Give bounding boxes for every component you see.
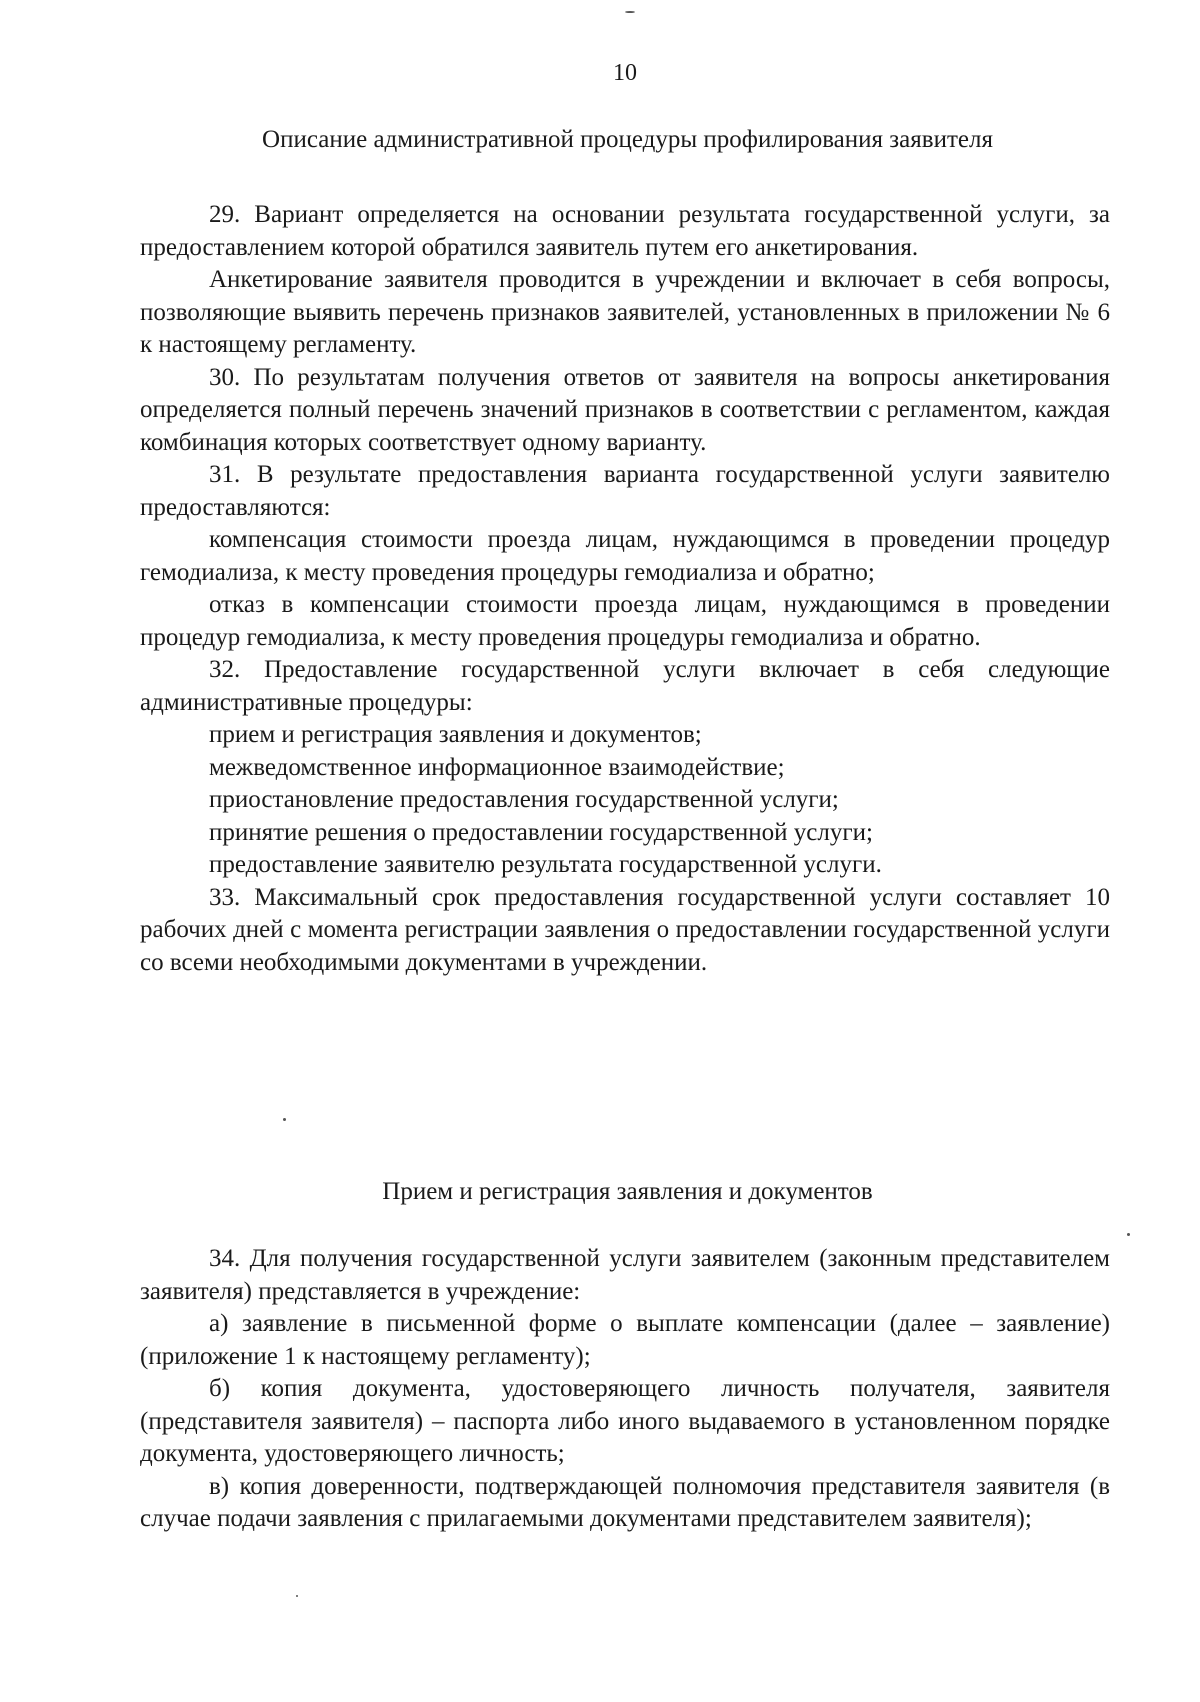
list-item-b: б) копия документа, удостоверяющего личность получателя, заявителя (представителя заявителя) – паспорта либо иного выдаваемого в установленном порядке документа, удостоверяющего личность; xyxy=(140,1375,1110,1467)
scan-mark xyxy=(625,11,635,13)
section-body-reception xyxy=(140,1243,1110,1536)
list-item-compensation: компенсация стоимости проезда лицам, нуждающимся в проведении процедур гемодиализа, к месту проведения процедуры гемодиализа и обратно; xyxy=(140,526,1110,586)
paragraph-survey: Анкетирование заявителя проводится в учреждении и включает в себя вопросы, позволяющие выявить перечень признаков заявителей, установленных в приложении № 6 к настоящему регламенту. xyxy=(140,266,1110,358)
paragraph-30: 30. По результатам получения ответов от заявителя на вопросы анкетирования определяется полный перечень значений признаков в соответствии с регламентом, каждая комбинация которых соответствует одному варианту. xyxy=(140,363,1110,456)
list-item-procedure: принятие решения о предоставлении государственной услуги; xyxy=(209,818,873,846)
scan-mark xyxy=(283,1118,286,1121)
list-item-procedure: предоставление заявителю результата государственной услуги. xyxy=(209,851,882,878)
paragraph-34: 34. Для получения государственной услуги заявителем (законным представителем заявителя) представляется в учреждение: xyxy=(140,1245,1110,1305)
list-item-procedure: приостановление предоставления государственной услуги; xyxy=(209,786,839,813)
page-number: 10 xyxy=(613,60,637,86)
list-item-procedure: межведомственное информационное взаимодействие; xyxy=(209,753,785,781)
scan-mark xyxy=(1127,1233,1130,1236)
list-item-v: в) копия доверенности, подтверждающей полномочия представителя заявителя (в случае подачи заявления с прилагаемыми документами представителем заявителя); xyxy=(140,1472,1110,1532)
list-item-procedure: прием и регистрация заявления и документов; xyxy=(209,721,702,748)
paragraph-29: 29. Вариант определяется на основании результата государственной услуги, за предоставлением которой обратился заявитель путем его анкетирования. xyxy=(140,201,1110,261)
paragraph-32: 32. Предоставление государственной услуги включает в себя следующие административные процедуры: xyxy=(140,656,1110,716)
paragraph-33: 33. Максимальный срок предоставления государственной услуги составляет 10 рабочих дней с момента регистрации заявления о предоставлении государственной услуги со всеми необходимыми документами в учреждении. xyxy=(140,883,1110,976)
scan-mark xyxy=(296,1595,298,1597)
section-heading-reception: Прием и регистрация заявления и документов xyxy=(382,1178,873,1205)
section-heading-profiling: Описание административной процедуры профилирования заявителя xyxy=(262,126,993,153)
paragraph-31: 31. В результате предоставления варианта государственной услуги заявителю предоставляются: xyxy=(140,461,1110,521)
section-body-profiling xyxy=(140,199,1110,979)
list-item-a: а) заявление в письменной форме о выплате компенсации (далее – заявление) (приложение 1 к настоящему регламенту); xyxy=(140,1310,1110,1370)
list-item-refusal: отказ в компенсации стоимости проезда лицам, нуждающимся в проведении процедур гемодиализа, к месту проведения процедуры гемодиализа и обратно. xyxy=(140,591,1110,651)
